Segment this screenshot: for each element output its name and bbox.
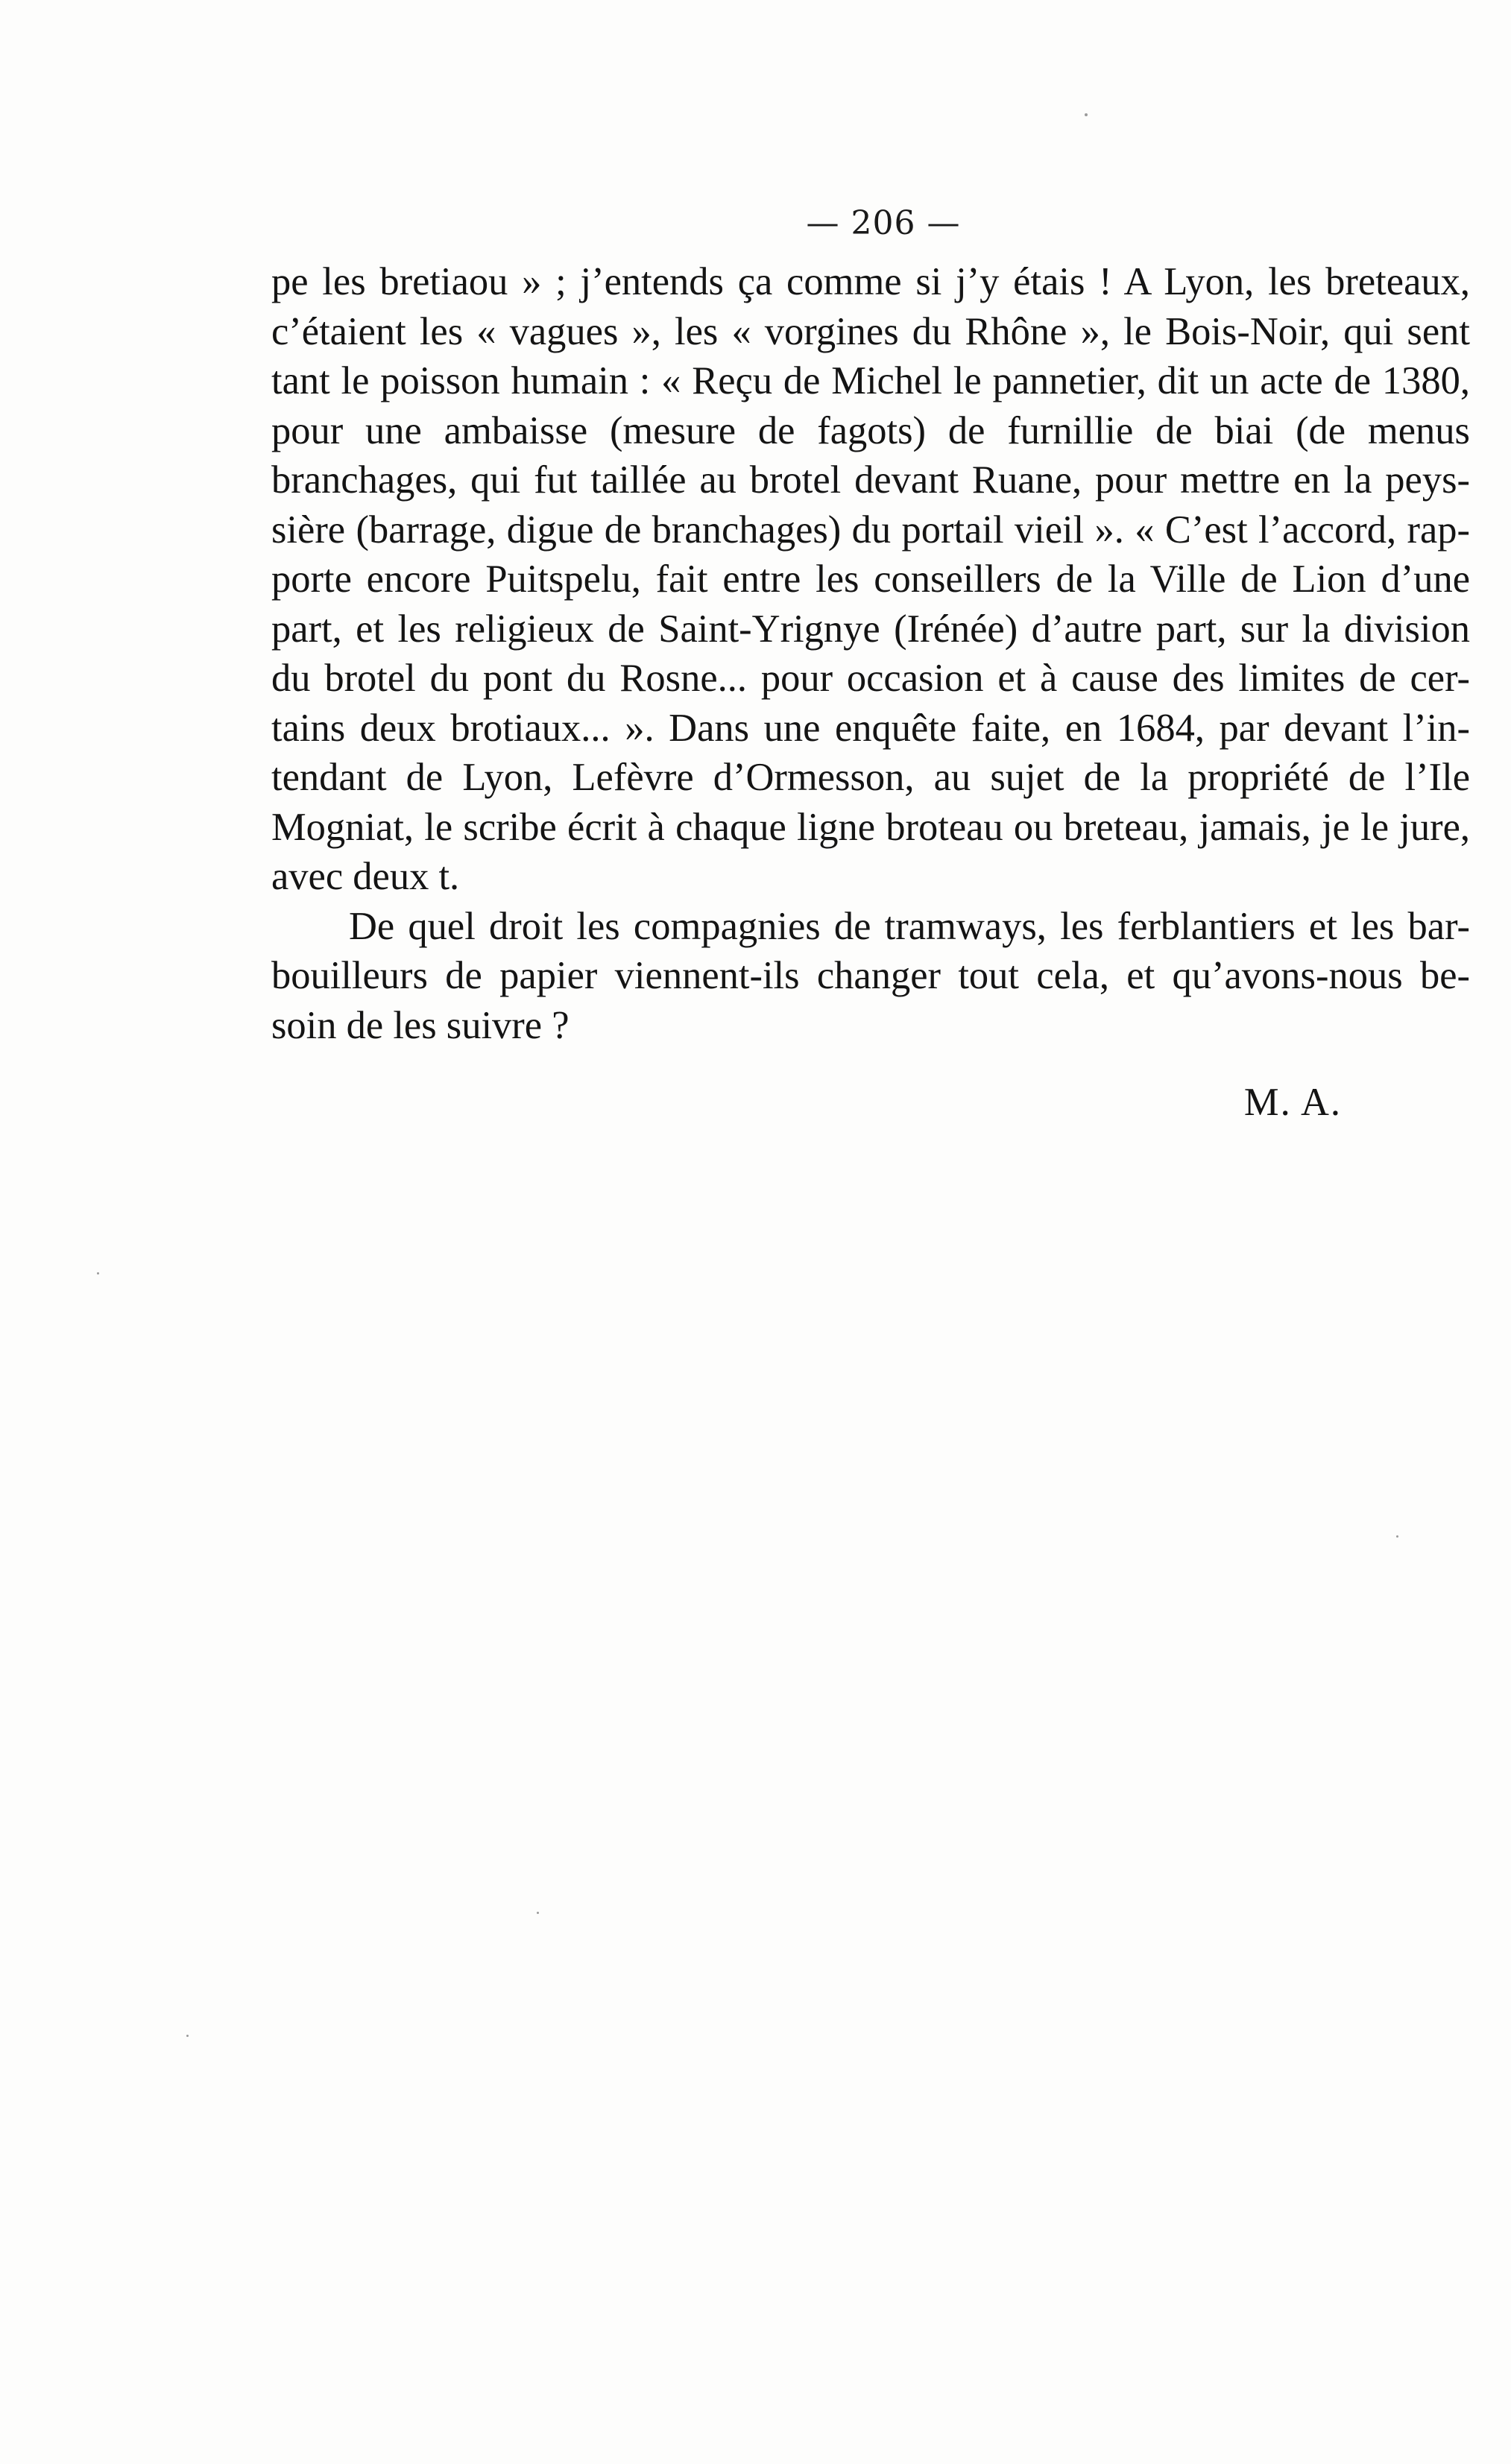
- text-line: Mogniat, le scribe écrit à chaque ligne broteau ou breteau, jamais, je le jure,: [271, 805, 1470, 849]
- text-line: soin de les suivre ?: [271, 1003, 570, 1047]
- text-line: pe les bretiaou » ; j’entends ça comme si j’y étais ! A Lyon, les breteaux,: [271, 260, 1470, 303]
- text-line: tendant de Lyon, Lefèvre d’Ormesson, au sujet de la propriété de l’Ile: [271, 756, 1470, 799]
- paragraph-2: [271, 902, 1470, 1051]
- text-line: sière (barrage, digue de branchages) du portail vieil ». « C’est l’accord, rap-: [271, 508, 1470, 552]
- scan-speck: [537, 1912, 539, 1914]
- scan-speck: [1085, 113, 1088, 116]
- body-text: [271, 257, 1470, 1050]
- text-line: bouilleurs de papier viennent-ils changer tout cela, et qu’avons-nous be-: [271, 954, 1470, 997]
- text-line: avec deux t.: [271, 855, 460, 898]
- text-line: part, et les religieux de Saint-Yrignye (Irénée) d’autre part, sur la division: [271, 607, 1470, 651]
- text-line: De quel droit les compagnies de tramways, les ferblantiers et les bar-: [349, 904, 1470, 948]
- text-line: pour une ambaisse (mesure de fagots) de furnillie de biai (de menus: [271, 408, 1470, 452]
- scan-speck: [186, 2035, 189, 2037]
- text-line: tains deux brotiaux... ». Dans une enquête faite, en 1684, par devant l’in-: [271, 706, 1470, 750]
- text-line: du brotel du pont du Rosne... pour occasion et à cause des limites de cer-: [271, 657, 1470, 700]
- text-line: tant le poisson humain : « Reçu de Michel le pannetier, dit un acte de 1380,: [271, 359, 1470, 402]
- text-line: porte encore Puitspelu, fait entre les conseillers de la Ville de Lion d’une: [271, 557, 1470, 601]
- paragraph-1: [271, 257, 1470, 902]
- scan-speck: [97, 1272, 99, 1274]
- author-signature: M. A.: [1243, 1081, 1342, 1124]
- scan-speck: [1396, 1535, 1398, 1538]
- page-number: — 206 —: [806, 204, 961, 242]
- text-line: branchages, qui fut taillée au brotel devant Ruane, pour mettre en la peys-: [271, 458, 1470, 502]
- text-line: c’étaient les « vagues », les « vorgines du Rhône », le Bois-Noir, qui sent: [271, 309, 1470, 353]
